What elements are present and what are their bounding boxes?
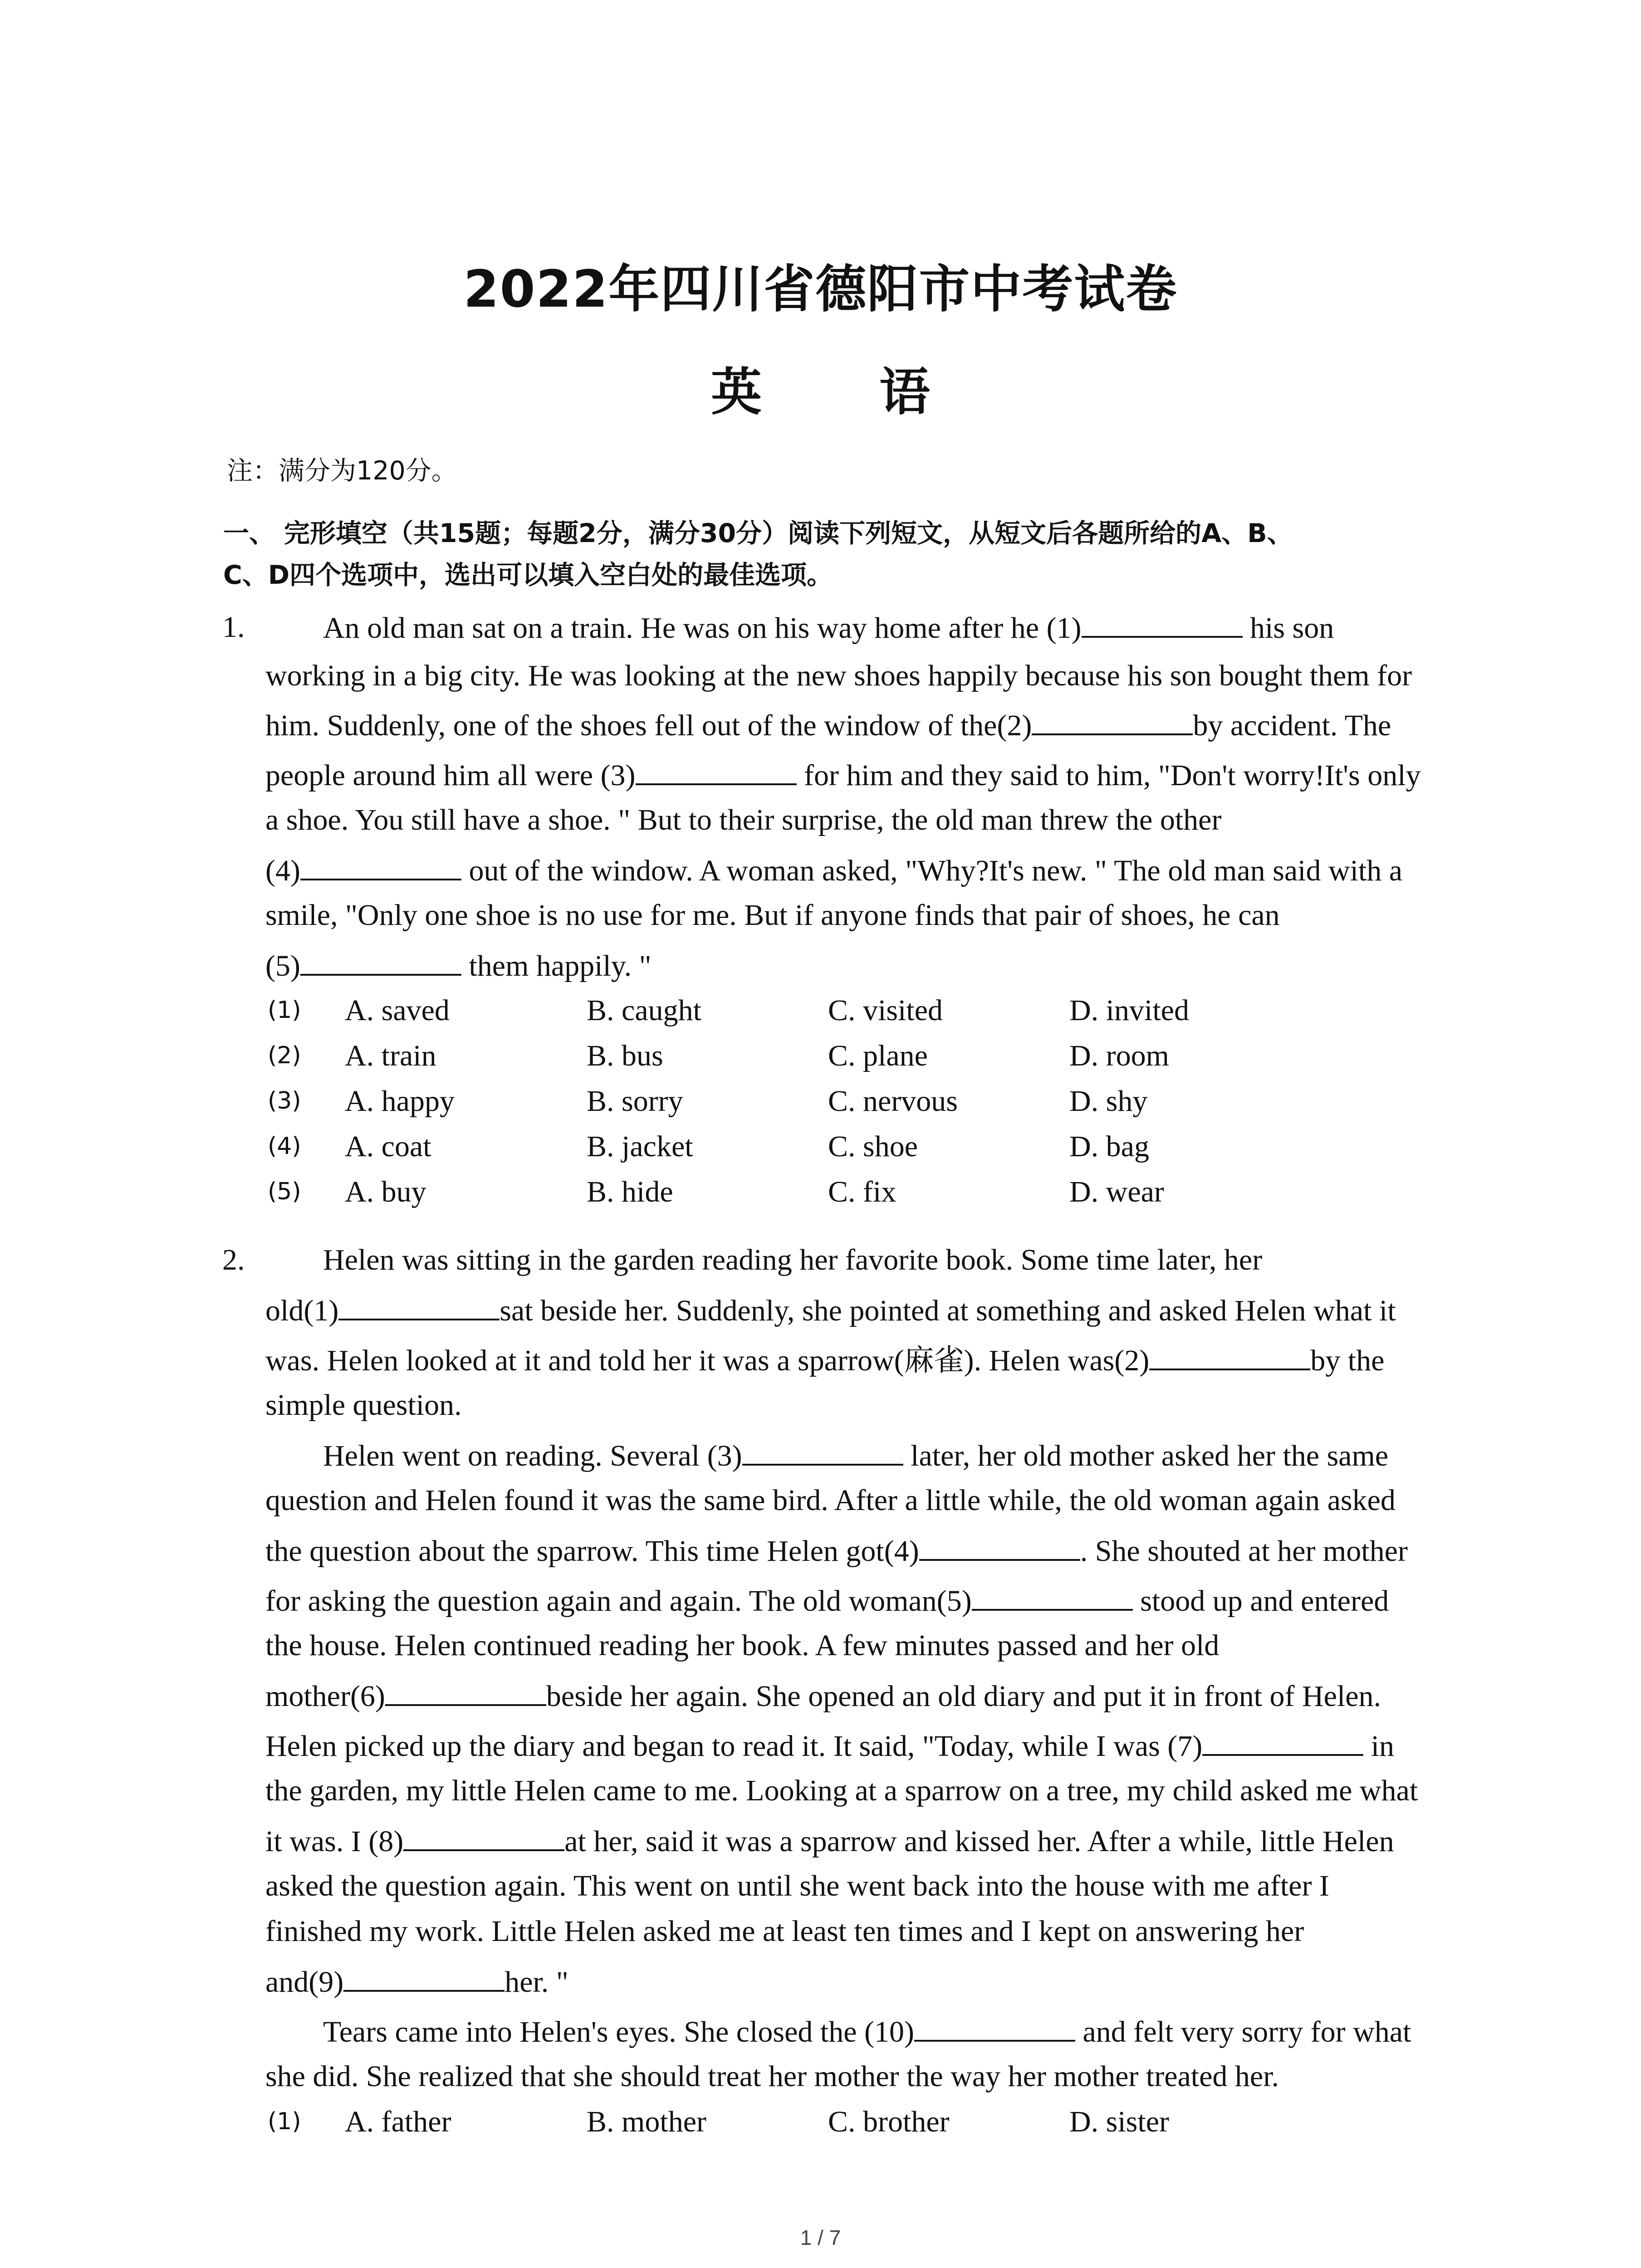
passage-line: was. Helen looked at it and told her it was a sparrow(麻雀). Helen was(2) by the	[265, 1344, 1385, 1377]
option-c[interactable]: C. nervous	[828, 1085, 958, 1118]
option-c[interactable]: C. fix	[828, 1175, 896, 1208]
question-number: 1.	[222, 611, 245, 644]
answer-blank	[300, 950, 461, 976]
option-row: (5) A. buy B. hide C. fix D. wear	[268, 1175, 1164, 1208]
option-a[interactable]: A. happy	[345, 1085, 455, 1118]
passage-line: him. Suddenly, one of the shoes fell out of the window of the(2) by accident. The	[265, 709, 1391, 742]
option-row: (1) A. father B. mother C. brother D. sister	[268, 2105, 1169, 2138]
option-c[interactable]: C. shoe	[828, 1130, 918, 1163]
option-d[interactable]: D. sister	[1069, 2105, 1169, 2138]
passage-line: it was. I (8) at her, said it was a sparrow and kissed her. After a while, little Helen	[265, 1825, 1394, 1858]
option-d[interactable]: D. shy	[1069, 1085, 1148, 1118]
passage-line: asked the question again. This went on until she went back into the house with me after I	[265, 1869, 1329, 1902]
passage-line: and(9) her. "	[265, 1965, 568, 1999]
option-row: (3) A. happy B. sorry C. nervous D. shy	[268, 1085, 1148, 1118]
option-b[interactable]: B. mother	[587, 2105, 706, 2138]
answer-blank	[385, 1681, 546, 1706]
option-b[interactable]: B. sorry	[587, 1085, 683, 1118]
option-d[interactable]: D. bag	[1069, 1130, 1149, 1163]
answer-blank	[972, 1585, 1133, 1611]
exam-title: 2022年四川省德阳市中考试卷	[463, 260, 1178, 319]
passage-line: smile, "Only one shoe is no use for me. But if anyone finds that pair of shoes, he can	[265, 899, 1280, 932]
score-note: 注：满分为120分。	[227, 456, 457, 486]
subject-title: 英 语	[711, 363, 980, 422]
passage-line: An old man sat on a train. He was on his way home after he (1) his son	[323, 611, 1334, 645]
passage-line: Helen picked up the diary and began to read it. It said, "Today, while I was (7) in	[265, 1730, 1395, 1763]
answer-blank	[636, 760, 797, 785]
answer-blank	[338, 1295, 500, 1320]
passage-line: the house. Helen continued reading her book. A few minutes passed and her old	[265, 1629, 1220, 1662]
passage-line: Helen went on reading. Several (3) later, her old mother asked her the same	[323, 1439, 1389, 1472]
passage-line: people around him all were (3) for him and they said to him, "Don't worry!It's only	[265, 759, 1421, 792]
passage-line: Tears came into Helen's eyes. She closed the (10) and felt very sorry for what	[323, 2015, 1411, 2048]
answer-blank	[1202, 1730, 1363, 1756]
answer-blank	[1149, 1345, 1310, 1370]
option-d[interactable]: D. invited	[1069, 994, 1189, 1027]
option-b[interactable]: B. caught	[587, 994, 701, 1027]
section-instruction-line1: 一、 完形填空（共15题；每题2分，满分30分）阅读下列短文，从短文后各题所给的A、B、	[223, 518, 1293, 548]
passage-line: the question about the sparrow. This time Helen got(4) . She shouted at her mother	[265, 1535, 1408, 1568]
answer-blank	[300, 855, 461, 880]
option-row: (4) A. coat B. jacket C. shoe D. bag	[268, 1130, 1149, 1163]
answer-blank	[1032, 710, 1193, 735]
passage-line: (5) them happily. "	[265, 949, 652, 982]
passage-line: finished my work. Little Helen asked me at least ten times and I kept on answering her	[265, 1915, 1304, 1948]
option-a[interactable]: A. father	[345, 2105, 451, 2138]
passage-line: she did. She realized that she should treat her mother the way her mother treated her.	[265, 2060, 1279, 2093]
passage-line: Helen was sitting in the garden reading her favorite book. Some time later, her	[323, 1243, 1263, 1276]
passage-line: simple question.	[265, 1388, 462, 1422]
option-c[interactable]: C. brother	[828, 2105, 950, 2138]
answer-blank	[403, 1826, 564, 1851]
answer-blank	[919, 1535, 1080, 1561]
passage-line: a shoe. You still have a shoe. " But to their surprise, the old man threw the other	[265, 803, 1222, 836]
passage-line: old(1) sat beside her. Suddenly, she pointed at something and asked Helen what it	[265, 1294, 1396, 1327]
passage-line: question and Helen found it was the same bird. After a little while, the old woman again asked	[265, 1484, 1396, 1517]
section-instruction-line2: C、D四个选项中，选出可以填入空白处的最佳选项。	[223, 560, 833, 590]
option-c[interactable]: C. visited	[828, 994, 943, 1027]
passage-line: (4) out of the window. A woman asked, "Why?It's new. " The old man said with a	[265, 854, 1403, 887]
passage-line: for asking the question again and again. The old woman(5) stood up and entered	[265, 1584, 1389, 1618]
option-d[interactable]: D. wear	[1069, 1175, 1164, 1208]
option-row: (1) A. saved B. caught C. visited D. invited	[268, 994, 1189, 1027]
option-a[interactable]: A. coat	[345, 1130, 431, 1163]
passage-line: the garden, my little Helen came to me. Looking at a sparrow on a tree, my child asked me what	[265, 1774, 1418, 1807]
option-b[interactable]: B. bus	[587, 1039, 663, 1072]
option-d[interactable]: D. room	[1069, 1039, 1169, 1072]
option-a[interactable]: A. buy	[345, 1175, 426, 1208]
option-a[interactable]: A. train	[345, 1039, 436, 1072]
answer-blank	[742, 1440, 903, 1466]
option-c[interactable]: C. plane	[828, 1039, 928, 1072]
option-b[interactable]: B. hide	[587, 1175, 673, 1208]
option-b[interactable]: B. jacket	[587, 1130, 693, 1163]
option-a[interactable]: A. saved	[345, 994, 450, 1027]
answer-blank	[914, 2016, 1075, 2042]
option-row: (2) A. train B. bus C. plane D. room	[268, 1039, 1169, 1072]
answer-blank	[1082, 612, 1243, 638]
question-number: 2.	[222, 1243, 245, 1276]
passage-line: working in a big city. He was looking at the new shoes happily because his son bought them for	[265, 659, 1412, 692]
answer-blank	[343, 1966, 505, 1992]
passage-line: mother(6) beside her again. She opened an old diary and put it in front of Helen.	[265, 1680, 1381, 1713]
page-number: 1 / 7	[800, 2226, 841, 2249]
